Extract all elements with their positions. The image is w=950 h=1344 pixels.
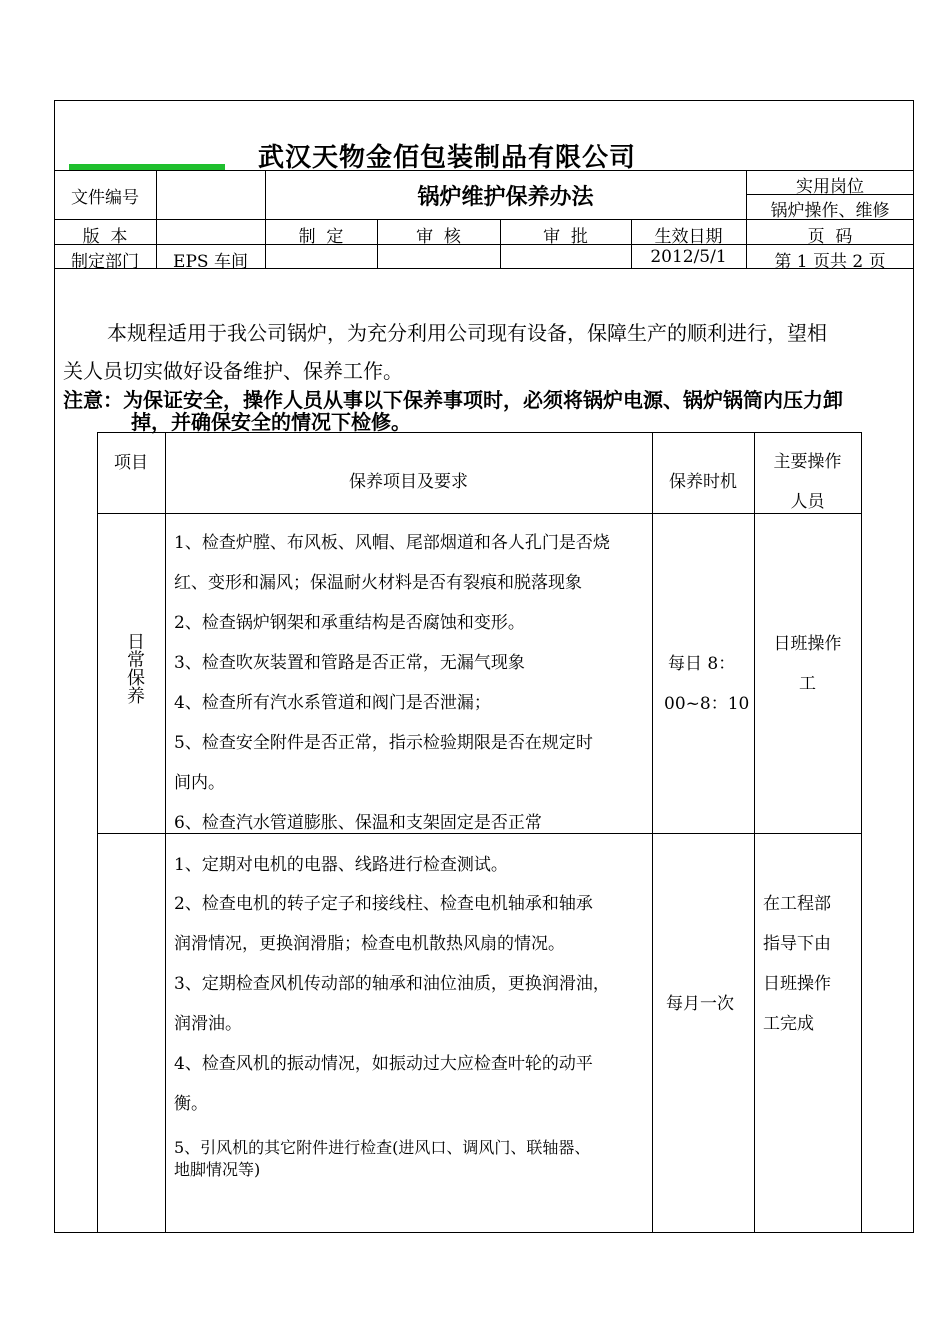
row2-operator-1: 在工程部: [763, 894, 831, 914]
safety-note-line-1: 注意：为保证安全，操作人员从事以下保养事项时，必须将锅炉电源、锅炉锅筒内压力卸: [63, 388, 843, 412]
col-header-operator: 主要操作: [773, 452, 842, 472]
row2-line-5: 润滑油。: [174, 1014, 242, 1034]
table-vline-5: [861, 432, 862, 1233]
row2-operator-3: 日班操作: [763, 974, 831, 994]
company-name: 武汉天物金佰包装制品有限公司: [258, 143, 637, 173]
row1-line-2: 红、变形和漏风；保温耐火材料是否有裂痕和脱落现象: [174, 573, 582, 593]
row2-line-6: 4、检查风机的振动情况，如振动过大应检查叶轮的动平: [174, 1054, 593, 1074]
make-label: 制 定: [298, 227, 344, 247]
row1-line-7: 间内。: [174, 773, 225, 793]
row2-line-7: 衡。: [174, 1094, 208, 1114]
col-header-content: 保养项目及要求: [349, 472, 468, 492]
row-category-daily: 日常保养: [124, 632, 145, 704]
row1-operator-1: 日班操作: [773, 634, 842, 654]
document-title: 锅炉维护保养办法: [417, 184, 594, 210]
dept-label: 制定部门: [71, 252, 139, 272]
row1-timing-2: 00~8：10: [664, 694, 750, 714]
safety-note-line-2: 掉，并确保安全的情况下检修。: [131, 410, 411, 434]
table-line-header: [97, 513, 862, 514]
row2-line-2: 2、检查电机的转子定子和接线柱、检查电机轴承和轴承: [174, 894, 593, 914]
intro-line-2: 关人员切实做好设备维护、保养工作。: [63, 359, 403, 383]
table-vline-1: [97, 432, 98, 1233]
dept-value: EPS 车间: [173, 252, 248, 272]
table-line-row1: [97, 833, 862, 834]
header-line-1: [54, 170, 914, 171]
page-value: 第 1 页共 2 页: [774, 252, 886, 272]
row1-line-6: 5、检查安全附件是否正常，指示检验期限是否在规定时: [174, 733, 593, 753]
row2-timing: 每月一次: [666, 994, 734, 1014]
row1-line-4: 3、检查吹灰装置和管路是否正常，无漏气现象: [174, 653, 525, 673]
row1-operator-2: 工: [799, 674, 816, 694]
post-label: 实用岗位: [796, 177, 864, 197]
row2-line-8: 5、引风机的其它附件进行检查(进风口、调风门、联轴器、: [174, 1138, 591, 1157]
row2-operator-4: 工完成: [763, 1014, 814, 1034]
row2-line-1: 1、定期对电机的电器、线路进行检查测试。: [174, 855, 508, 875]
effective-date-value: 2012/5/1: [650, 247, 727, 267]
effective-date-label: 生效日期: [654, 227, 723, 247]
table-vline-2: [165, 432, 166, 1233]
table-vline-4: [754, 432, 755, 1233]
col-header-item: 项目: [114, 453, 148, 473]
row2-operator-2: 指导下由: [763, 934, 831, 954]
row1-line-1: 1、检查炉膛、布风板、风帽、尾部烟道和各人孔门是否烧: [174, 533, 610, 553]
table-vline-3: [652, 432, 653, 1233]
row2-line-9: 地脚情况等): [174, 1160, 261, 1179]
page-label: 页 码: [807, 227, 853, 247]
row2-line-4: 3、定期检查风机传动部的轴承和油位油质，更换润滑油，: [174, 974, 610, 994]
version-label: 版 本: [82, 227, 128, 247]
row1-timing-1: 每日 8：: [668, 654, 736, 674]
col-header-operator-2: 人员: [790, 492, 825, 512]
table-line-top: [97, 432, 862, 433]
row1-line-5: 4、检查所有汽水系管道和阀门是否泄漏；: [174, 693, 491, 713]
intro-line-1: 本规程适用于我公司锅炉，为充分利用公司现有设备，保障生产的顺利进行，望相: [107, 321, 827, 345]
row1-line-3: 2、检查锅炉钢架和承重结构是否腐蚀和变形。: [174, 613, 525, 633]
approve-label: 审 批: [543, 227, 588, 247]
review-label: 审 核: [416, 227, 461, 247]
post-value: 锅炉操作、维修: [770, 201, 890, 221]
row1-line-8: 6、检查汽水管道膨胀、保温和支架固定是否正常: [174, 813, 542, 833]
row2-line-3: 润滑情况，更换润滑脂；检查电机散热风扇的情况。: [174, 934, 565, 954]
file-no-label: 文件编号: [71, 188, 139, 208]
col-header-timing: 保养时机: [669, 472, 737, 492]
